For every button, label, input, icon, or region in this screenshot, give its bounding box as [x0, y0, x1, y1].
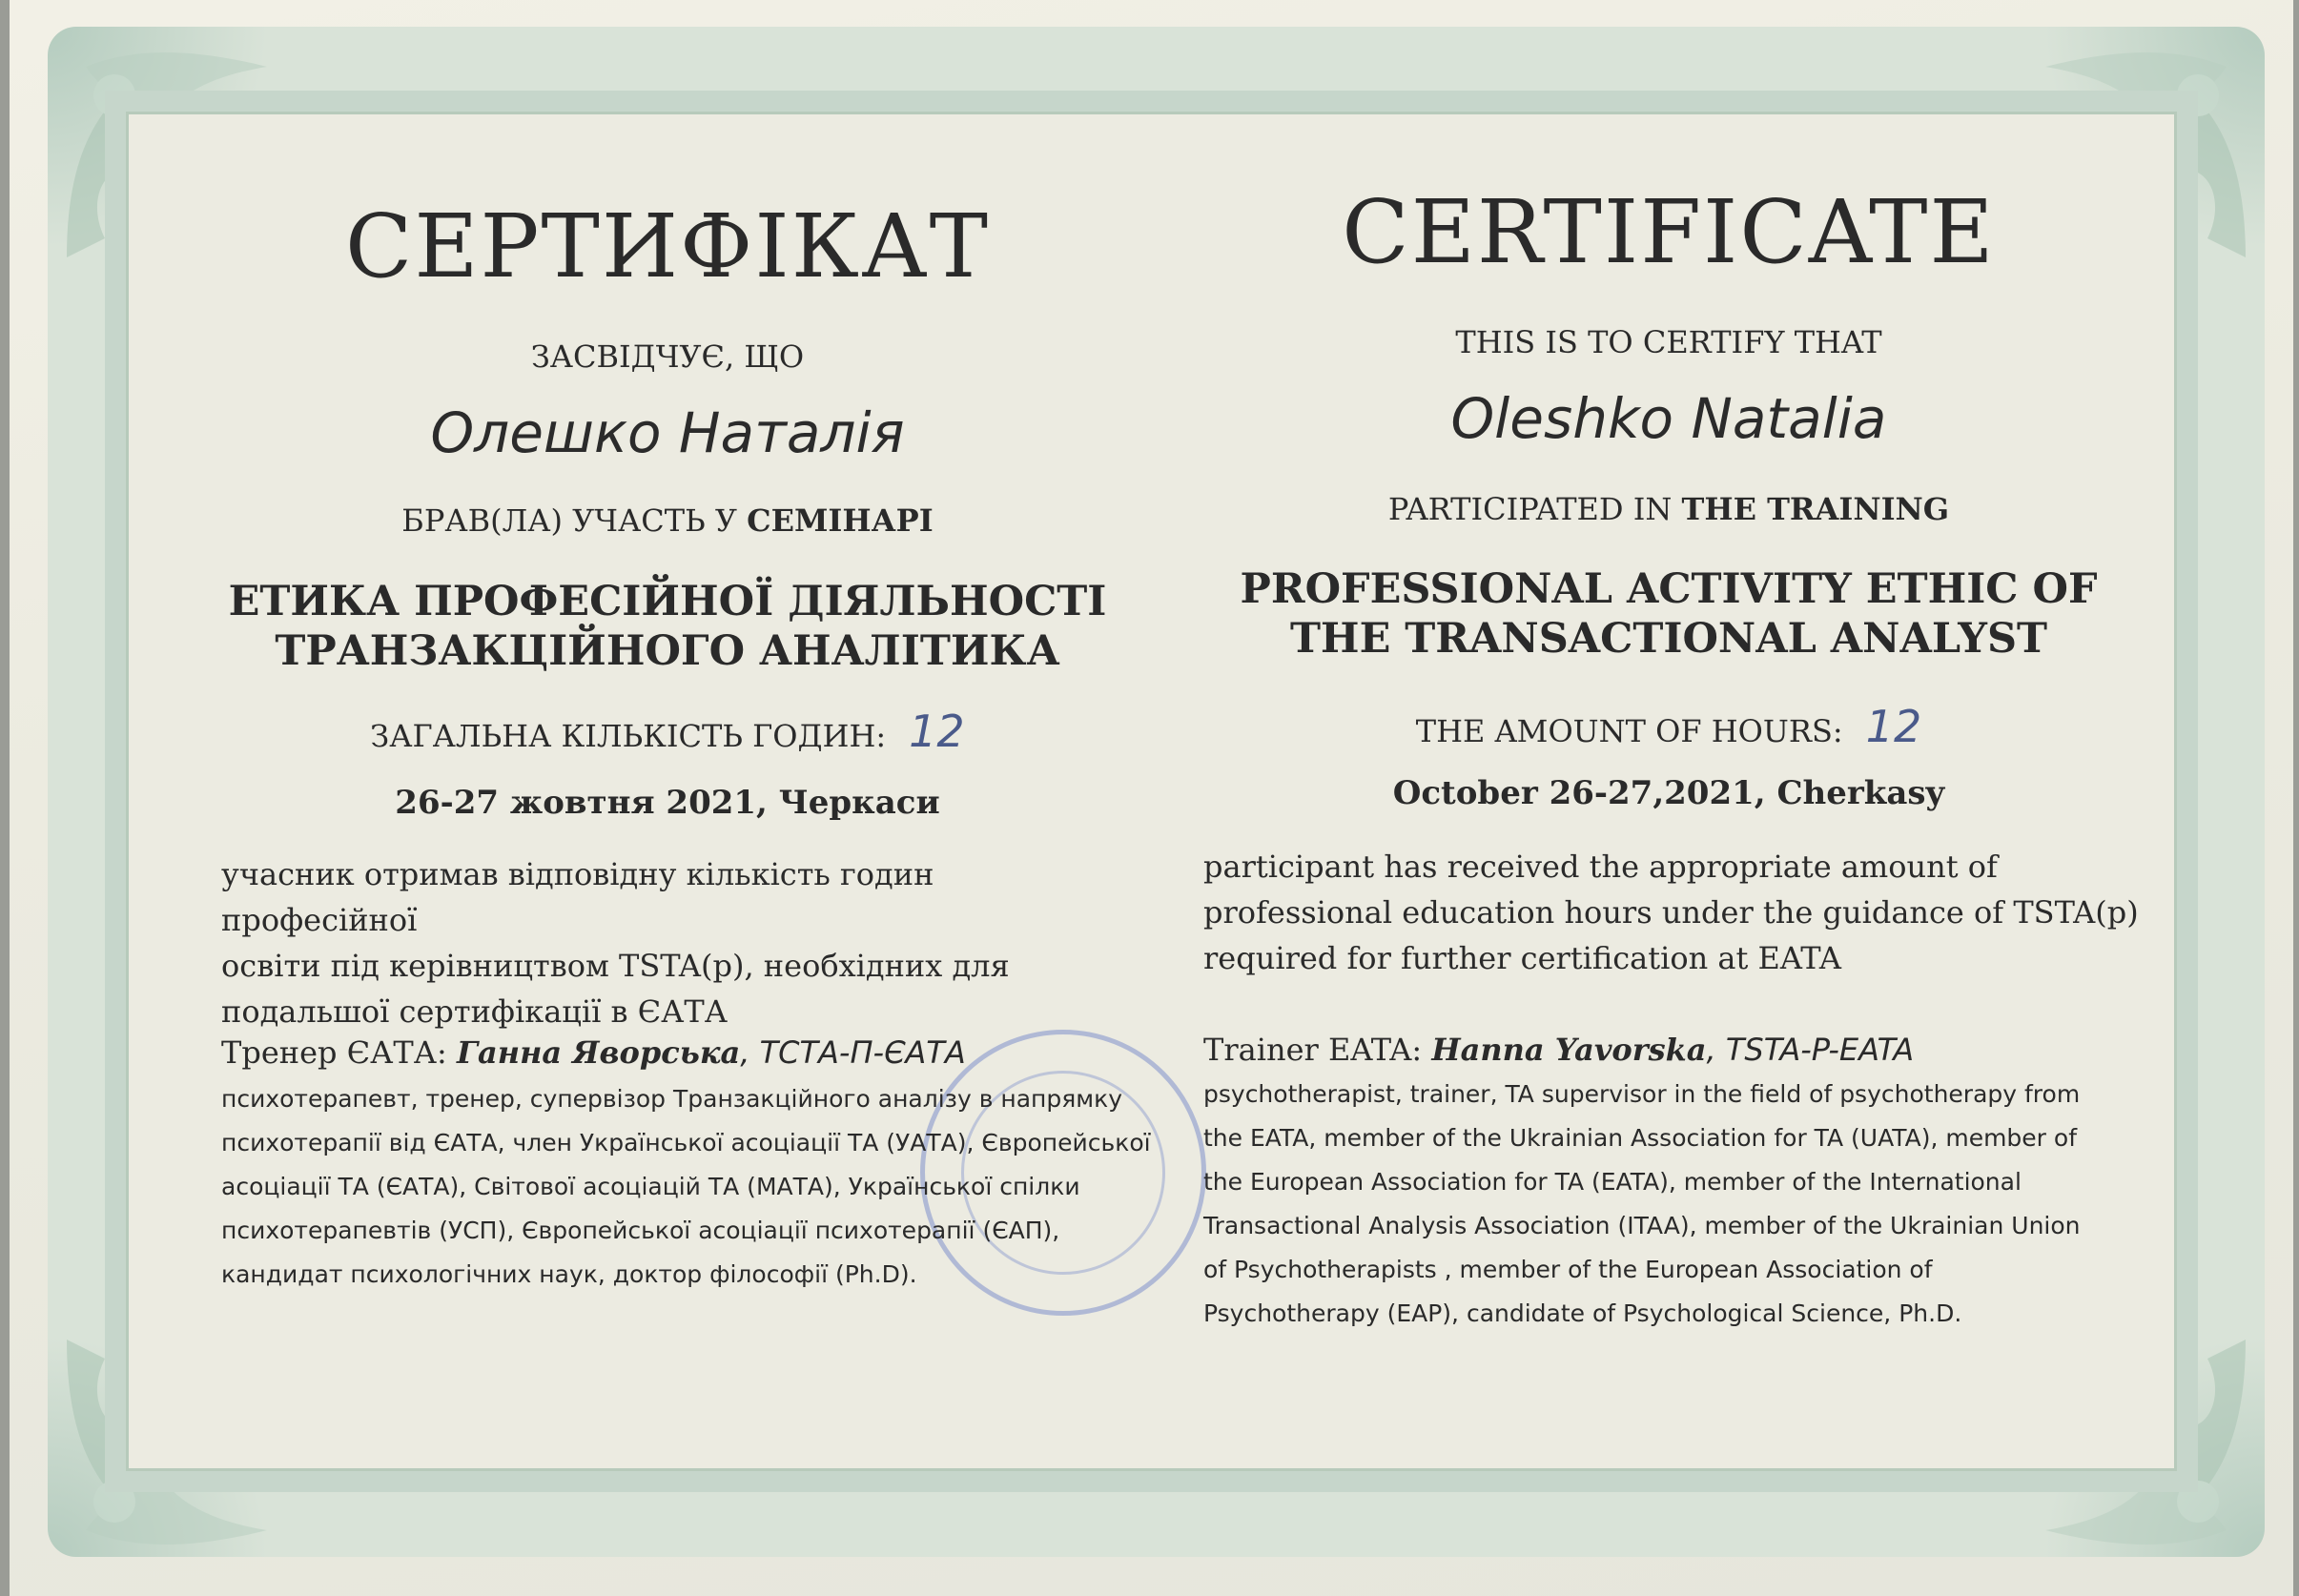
- uk-event-type: СЕМІНАРІ: [747, 502, 934, 539]
- en-course-line-1: PROFESSIONAL ACTIVITY ETHIC OF: [1240, 565, 2098, 613]
- uk-trainer-label: Тренер ЄАТА:: [221, 1034, 457, 1071]
- certificate-paper: [10, 0, 2293, 1596]
- en-description-line: participant has received the appropriate amount of: [1203, 849, 1998, 885]
- en-participated-line: [1192, 491, 2145, 527]
- en-title: CERTIFICATE: [1342, 181, 1996, 283]
- en-bio-line: the European Association for TA (EATA), member of the International: [1203, 1168, 2022, 1196]
- en-bio-line: Psychotherapy (EAP), candidate of Psychological Science, Ph.D.: [1203, 1299, 1962, 1327]
- uk-course-line-1: ЕТИКА ПРОФЕСІЙНОЇ ДІЯЛЬНОСТІ: [228, 578, 1107, 625]
- uk-bio-line: психотерапії від ЄАТА, член Української асоціації ТА (УАТА), Європейської: [221, 1129, 1151, 1156]
- uk-title: СЕРТИФІКАТ: [345, 195, 990, 297]
- en-description: [1203, 844, 2147, 981]
- en-bio-line: psychotherapist, trainer, TA supervisor in the field of psychotherapy from: [1203, 1080, 2081, 1108]
- uk-trainer-line: [221, 1034, 1137, 1071]
- uk-recipient-name: Олешко Наталія: [430, 400, 905, 465]
- uk-trainer-name: Ганна Яворська: [456, 1034, 741, 1071]
- uk-hours: [162, 706, 1173, 757]
- en-course-title: [1192, 564, 2145, 664]
- en-recipient-name: Oleshko Natalia: [1450, 386, 1887, 451]
- en-bio-line: the EATA, member of the Ukrainian Association for TA (UATA), member of: [1203, 1124, 2078, 1152]
- en-trainer-bio: [1203, 1073, 2147, 1336]
- uk-course-line-2: ТРАНЗАКЦІЙНОГО АНАЛІТИКА: [275, 627, 1060, 675]
- uk-trainer-bio: [221, 1077, 1175, 1297]
- en-description-line: professional education hours under the guidance of TSTA(p): [1203, 894, 2139, 931]
- en-course-line-2: THE TRANSACTIONAL ANALYST: [1289, 615, 2048, 663]
- en-participated-prefix: PARTICIPATED IN: [1387, 491, 1682, 527]
- en-hours-label: THE AMOUNT OF HOURS:: [1415, 713, 1843, 749]
- en-trainer-name: Hanna Yavorska: [1431, 1032, 1707, 1068]
- en-date-place: October 26-27,2021, Cherkasy: [1392, 774, 1945, 812]
- en-bio-line: of Psychotherapists , member of the European Association of: [1203, 1256, 1933, 1283]
- uk-description-line: учасник отримав відповідну кількість годин професійної: [221, 856, 934, 938]
- uk-participated-prefix: БРАВ(ЛА) УЧАСТЬ У: [401, 502, 748, 539]
- en-bio-line: Transactional Analysis Association (ITAA), member of the Ukrainian Union: [1203, 1212, 2081, 1239]
- uk-bio-line: кандидат психологічних наук, доктор філософії (Ph.D).: [221, 1260, 917, 1288]
- uk-description: [221, 851, 1137, 1034]
- uk-bio-line: асоціації ТА (ЄАТА), Світової асоціацій ТА (МАТА), Української спілки: [221, 1173, 1080, 1200]
- en-trainer-label: Trainer EATA:: [1203, 1032, 1432, 1068]
- uk-participated-line: [162, 502, 1173, 539]
- en-event-type: THE TRAINING: [1681, 491, 1950, 527]
- uk-certify-line: ЗАСВІДЧУЄ, ЩО: [530, 338, 805, 375]
- en-hours: [1192, 701, 2145, 752]
- uk-bio-line: психотерапевт, тренер, супервізор Транзакційного аналізу в напрямку: [221, 1085, 1123, 1113]
- en-hours-value: 12: [1865, 701, 1922, 752]
- uk-trainer-title: , ТСТА-П-ЄАТА: [740, 1034, 966, 1071]
- uk-course-title: [162, 577, 1173, 676]
- uk-description-line: освіти під керівництвом TSTA(p), необхідних для: [221, 948, 1010, 984]
- en-certify-line: THIS IS TO CERTIFY THAT: [1455, 324, 1882, 360]
- uk-hours-label: ЗАГАЛЬНА КІЛЬКІСТЬ ГОДИН:: [370, 718, 887, 754]
- uk-hours-value: 12: [909, 706, 965, 757]
- en-trainer-title: , TSTA-P-EATA: [1706, 1032, 1915, 1068]
- en-trainer-line: [1203, 1032, 2147, 1068]
- en-description-line: required for further certification at EATA: [1203, 940, 1841, 976]
- uk-bio-line: психотерапевтів (УСП), Європейської асоціації психотерапії (ЄАП),: [221, 1217, 1060, 1244]
- uk-date-place: 26-27 жовтня 2021, Черкаси: [395, 784, 940, 822]
- uk-description-line: подальшої сертифікації в ЄАТА: [221, 993, 728, 1030]
